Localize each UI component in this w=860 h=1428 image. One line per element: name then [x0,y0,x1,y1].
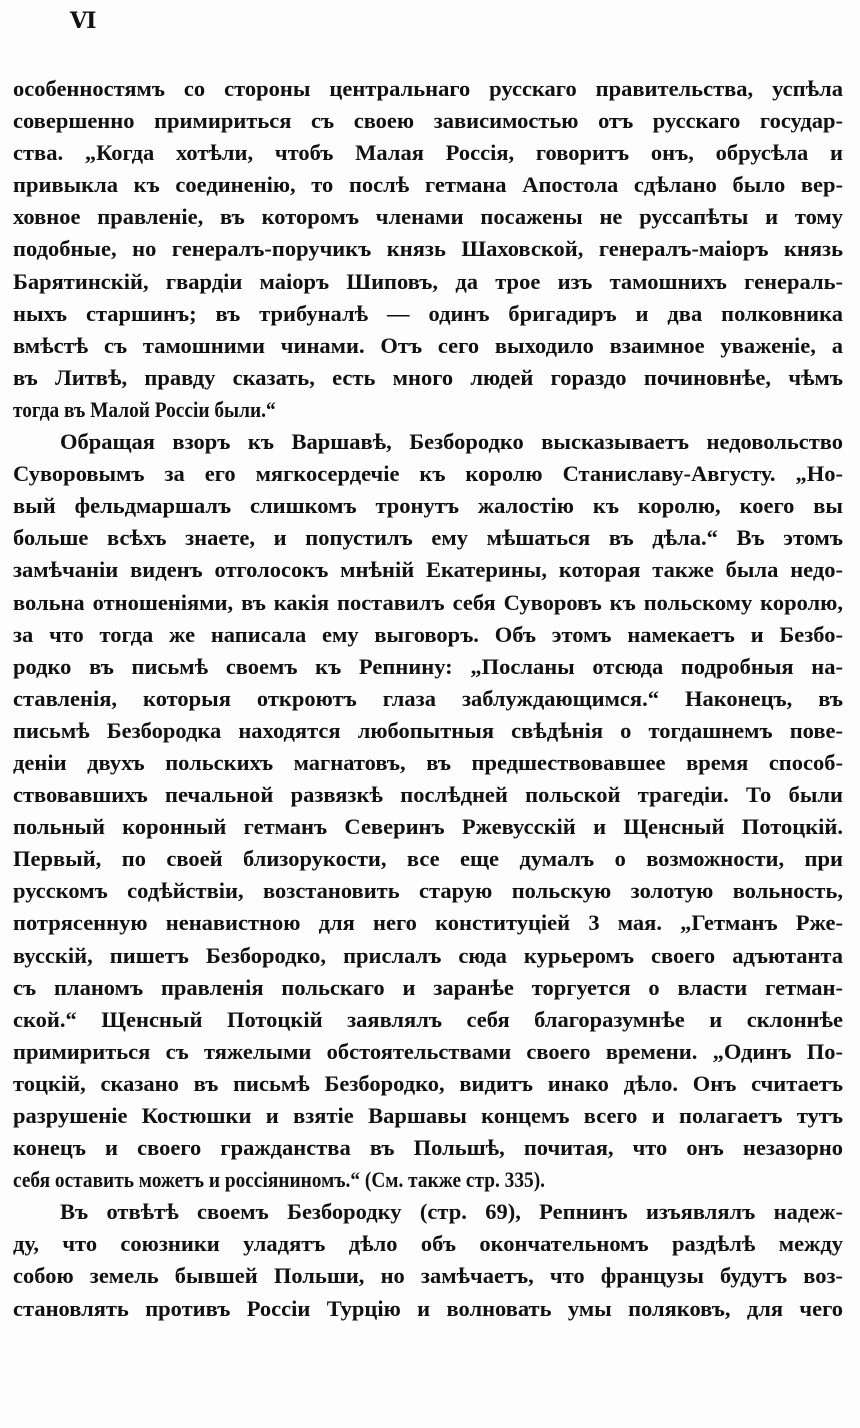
text-line: подобные, но генералъ-поручикъ князь Шаховской, генералъ-маіоръ князь [13,236,843,262]
paragraph-start-line: Въ отвѣтѣ своемъ Безбородку (стр. 69), Репнинъ изъявлялъ надеж- [60,1199,843,1225]
text-line: польный коронный гетманъ Северинъ Ржевусскій и Щенсный Потоцкій. [13,814,843,840]
text-line: собою земель бывшей Польши, но замѣчаетъ, что французы будутъ воз- [13,1263,843,1289]
text-line: ховное правленіе, въ которомъ членами посажены не руссапѣты и тому [13,204,843,230]
text-line: русскомъ содѣйствіи, возстановить старую польскую золотую вольность, [13,878,843,904]
text-line: привыкла къ соединенію, то послѣ гетмана Апостола сдѣлано было вер- [13,172,843,198]
text-line: ныхъ старшинъ; въ трибуналѣ — одинъ бригадиръ и два полковника [13,300,843,326]
text-line: Суворовымъ за его мягкосердечіе къ королю Станиславу-Августу. „Но- [13,461,843,487]
text-line: вый фельдмаршалъ слишкомъ тронутъ жалостію къ королю, коего вы [13,493,843,519]
text-line: потрясенную ненавистною для него конституціей 3 мая. „Гетманъ Рже- [13,910,843,936]
text-line: съ планомъ правленія польскаго и заранѣе торгуется о власти гетман- [13,974,843,1000]
text-line: вольна отношеніями, въ какія поставилъ себя Суворовъ къ польскому королю, [13,589,843,615]
text-line: разрушеніе Костюшки и взятіе Варшавы концемъ всего и полагаетъ тутъ [13,1103,843,1128]
text-line: за что тогда же написала ему выговоръ. Объ этомъ намекаетъ и Безбо- [13,621,843,647]
page-number: VI [70,8,96,34]
text-line: примириться съ тяжелыми обстоятельствами своего времени. „Одинъ По- [13,1038,843,1064]
text-line: вусскій, пишетъ Безбородко, прислалъ сюда курьеромъ своего адъютанта [13,942,843,968]
body-text [13,73,843,1325]
text-line: ства. „Когда хотѣли, чтобъ Малая Россія, говоритъ онъ, обрусѣла и [13,140,843,166]
text-line: становлять противъ Россіи Турцію и волновать умы поляковъ, для чего [13,1295,843,1321]
text-line: письмѣ Безбородка находятся любопытныя свѣдѣнія о тогдашнемъ пове- [13,717,843,743]
text-line: себя оставить можетъ и россіяниномъ.“ (См. также стр. 335). [13,1167,546,1193]
text-line: тогда въ Малой Россіи были.“ [13,396,276,422]
text-line: особенностямъ со стороны центральнаго русскаго правительства, успѣла [13,76,843,101]
text-line: родко въ письмѣ своемъ къ Репнину: „Посланы отсюда подробныя на- [13,653,843,679]
text-line: ду, что союзники уладятъ дѣло объ окончательномъ раздѣлѣ между [13,1231,843,1257]
text-line: Первый, по своей близорукости, все еще думалъ о возможности, при [13,846,843,872]
text-line: тоцкій, сказано въ письмѣ Безбородко, видитъ инако дѣло. Онъ считаетъ [13,1070,843,1096]
text-line: ствовавшихъ печальной развязкѣ послѣдней польской трагедіи. То были [13,782,843,808]
text-line: въ Литвѣ, правду сказать, есть много людей гораздо починовнѣе, чѣмъ [13,364,843,390]
text-line: ставленія, которыя откроютъ глаза заблуждающимся.“ Наконецъ, въ [13,685,843,711]
text-line: замѣчаніи виденъ отголосокъ мнѣній Екатерины, которая также была недо- [13,557,843,583]
text-line: вмѣстѣ съ тамошними чинами. Отъ сего выходило взаимное уваженіе, а [13,332,843,358]
text-line: больше всѣхъ знаете, и попустилъ ему мѣшаться въ дѣла.“ Въ этомъ [13,525,843,551]
text-line: ской.“ Щенсный Потоцкій заявлялъ себя благоразумнѣе и склоннѣе [13,1006,843,1032]
text-line: совершенно примириться съ своею зависимостью отъ русскаго государ- [13,108,843,134]
text-line: деніи двухъ польскихъ магнатовъ, въ предшествовавшее время способ- [13,749,843,775]
paragraph-start-line: Обращая взоръ къ Варшавѣ, Безбородко высказываетъ недовольство [60,429,843,455]
text-line: Барятинскій, гвардіи маіоръ Шиповъ, да трое изъ тамошнихъ генераль- [13,268,843,294]
text-line: конецъ и своего гражданства въ Польшѣ, почитая, что онъ незазорно [13,1135,843,1161]
